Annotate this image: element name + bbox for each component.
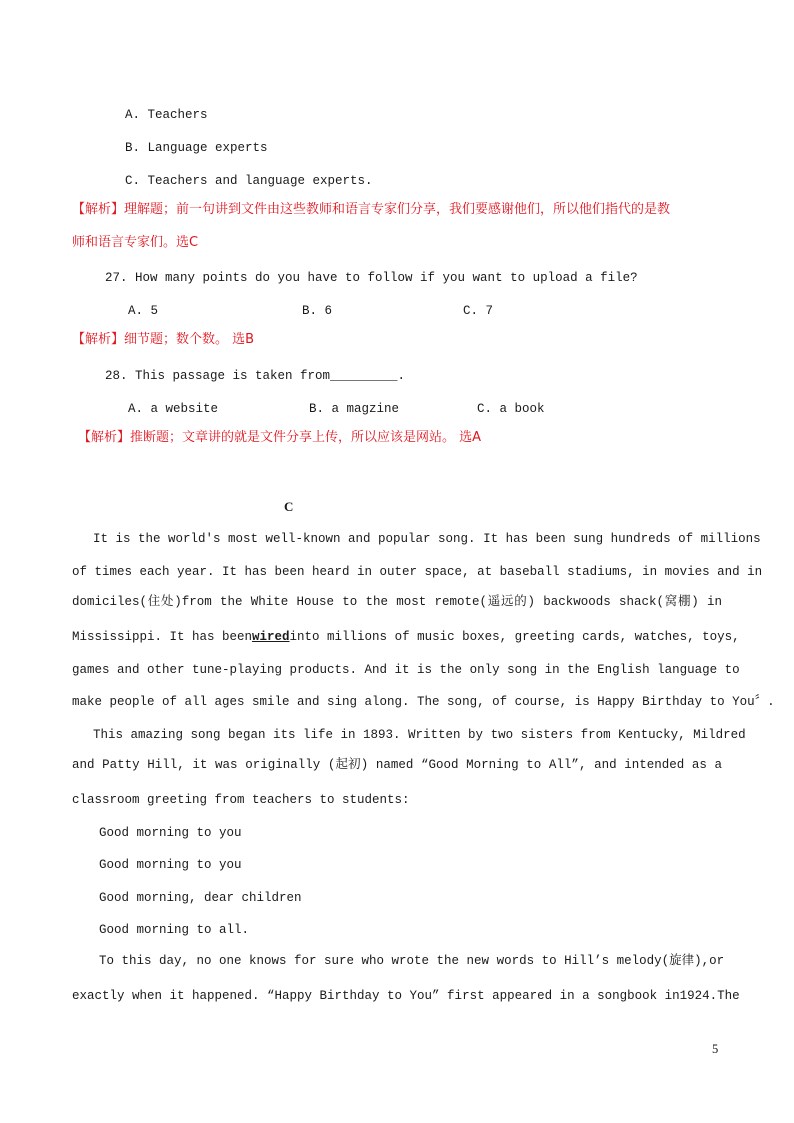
passage-p1-line3: domiciles(住处)from the White House to the most remote(遥远的) backwoods shack(窝棚) in	[72, 595, 722, 609]
q28-option-c: C. a book	[477, 402, 545, 416]
q27-option-a: A. 5	[128, 304, 159, 318]
q27-option-c: C. 7	[463, 304, 494, 318]
song-line-2: Good morning to you	[99, 858, 242, 872]
passage-p2-line2: and Patty Hill, it was originally (起初) named “Good Morning to All”, and intended as a	[72, 758, 722, 772]
section-title: C	[284, 499, 294, 514]
passage-p1-line4	[72, 629, 740, 645]
wired-word: wired	[252, 630, 290, 644]
q27-option-b: B. 6	[302, 304, 333, 318]
analysis-27: 【解析】细节题；数个数。 选B	[72, 332, 255, 347]
passage-p3-line2: exactly when it happened. “Happy Birthday to You” first appeared in a songbook in1924.The	[72, 989, 740, 1003]
passage-p1-line4-start: Mississippi. It has been	[72, 630, 253, 644]
passage-p1-line1: It is the world's most well-known and popular song. It has been sung hundreds of millions	[93, 532, 761, 546]
song-line-3: Good morning, dear children	[99, 891, 302, 905]
passage-p1-line2: of times each year. It has been heard in outer space, at baseball stadiums, in movies and in	[72, 565, 763, 579]
q28-option-b: B. a magzine	[309, 402, 400, 416]
q26-option-a: A. Teachers	[125, 108, 208, 122]
page-number: 5	[712, 1042, 719, 1056]
analysis-26-line1: 【解析】理解题；前一句讲到文件由这些教师和语言专家们分享，我们要感谢他们，所以他们指代的是教	[72, 202, 671, 217]
song-line-4: Good morning to all.	[99, 923, 250, 937]
analysis-26-line2: 师和语言专家们。选C	[72, 235, 199, 250]
q27-question: 27. How many points do you have to follow if you want to upload a file?	[105, 271, 638, 285]
passage-p1-line4-end: into millions of music boxes, greeting cards, watches, toys,	[289, 630, 740, 644]
song-line-1: Good morning to you	[99, 826, 242, 840]
passage-p3-line1: To this day, no one knows for sure who wrote the new words to Hill’s melody(旋律),or	[99, 954, 725, 968]
q26-option-b: B. Language experts	[125, 141, 268, 155]
q26-option-c: C. Teachers and language experts.	[125, 174, 373, 188]
passage-p2-line1: This amazing song began its life in 1893. Written by two sisters from Kentucky, Mildred	[93, 728, 746, 742]
passage-p1-line5: games and other tune-playing products. And it is the only song in the English language to	[72, 663, 740, 677]
q28-question: 28. This passage is taken from_________.	[105, 369, 406, 383]
analysis-28: 【解析】推断题；文章讲的就是文件分享上传，所以应该是网站。 选A	[78, 430, 482, 445]
q28-option-a: A. a website	[128, 402, 219, 416]
passage-p2-line3: classroom greeting from teachers to students:	[72, 793, 410, 807]
passage-p1-line6: make people of all ages smile and sing along. The song, of course, is Happy Birthday to You〞.	[72, 695, 775, 709]
